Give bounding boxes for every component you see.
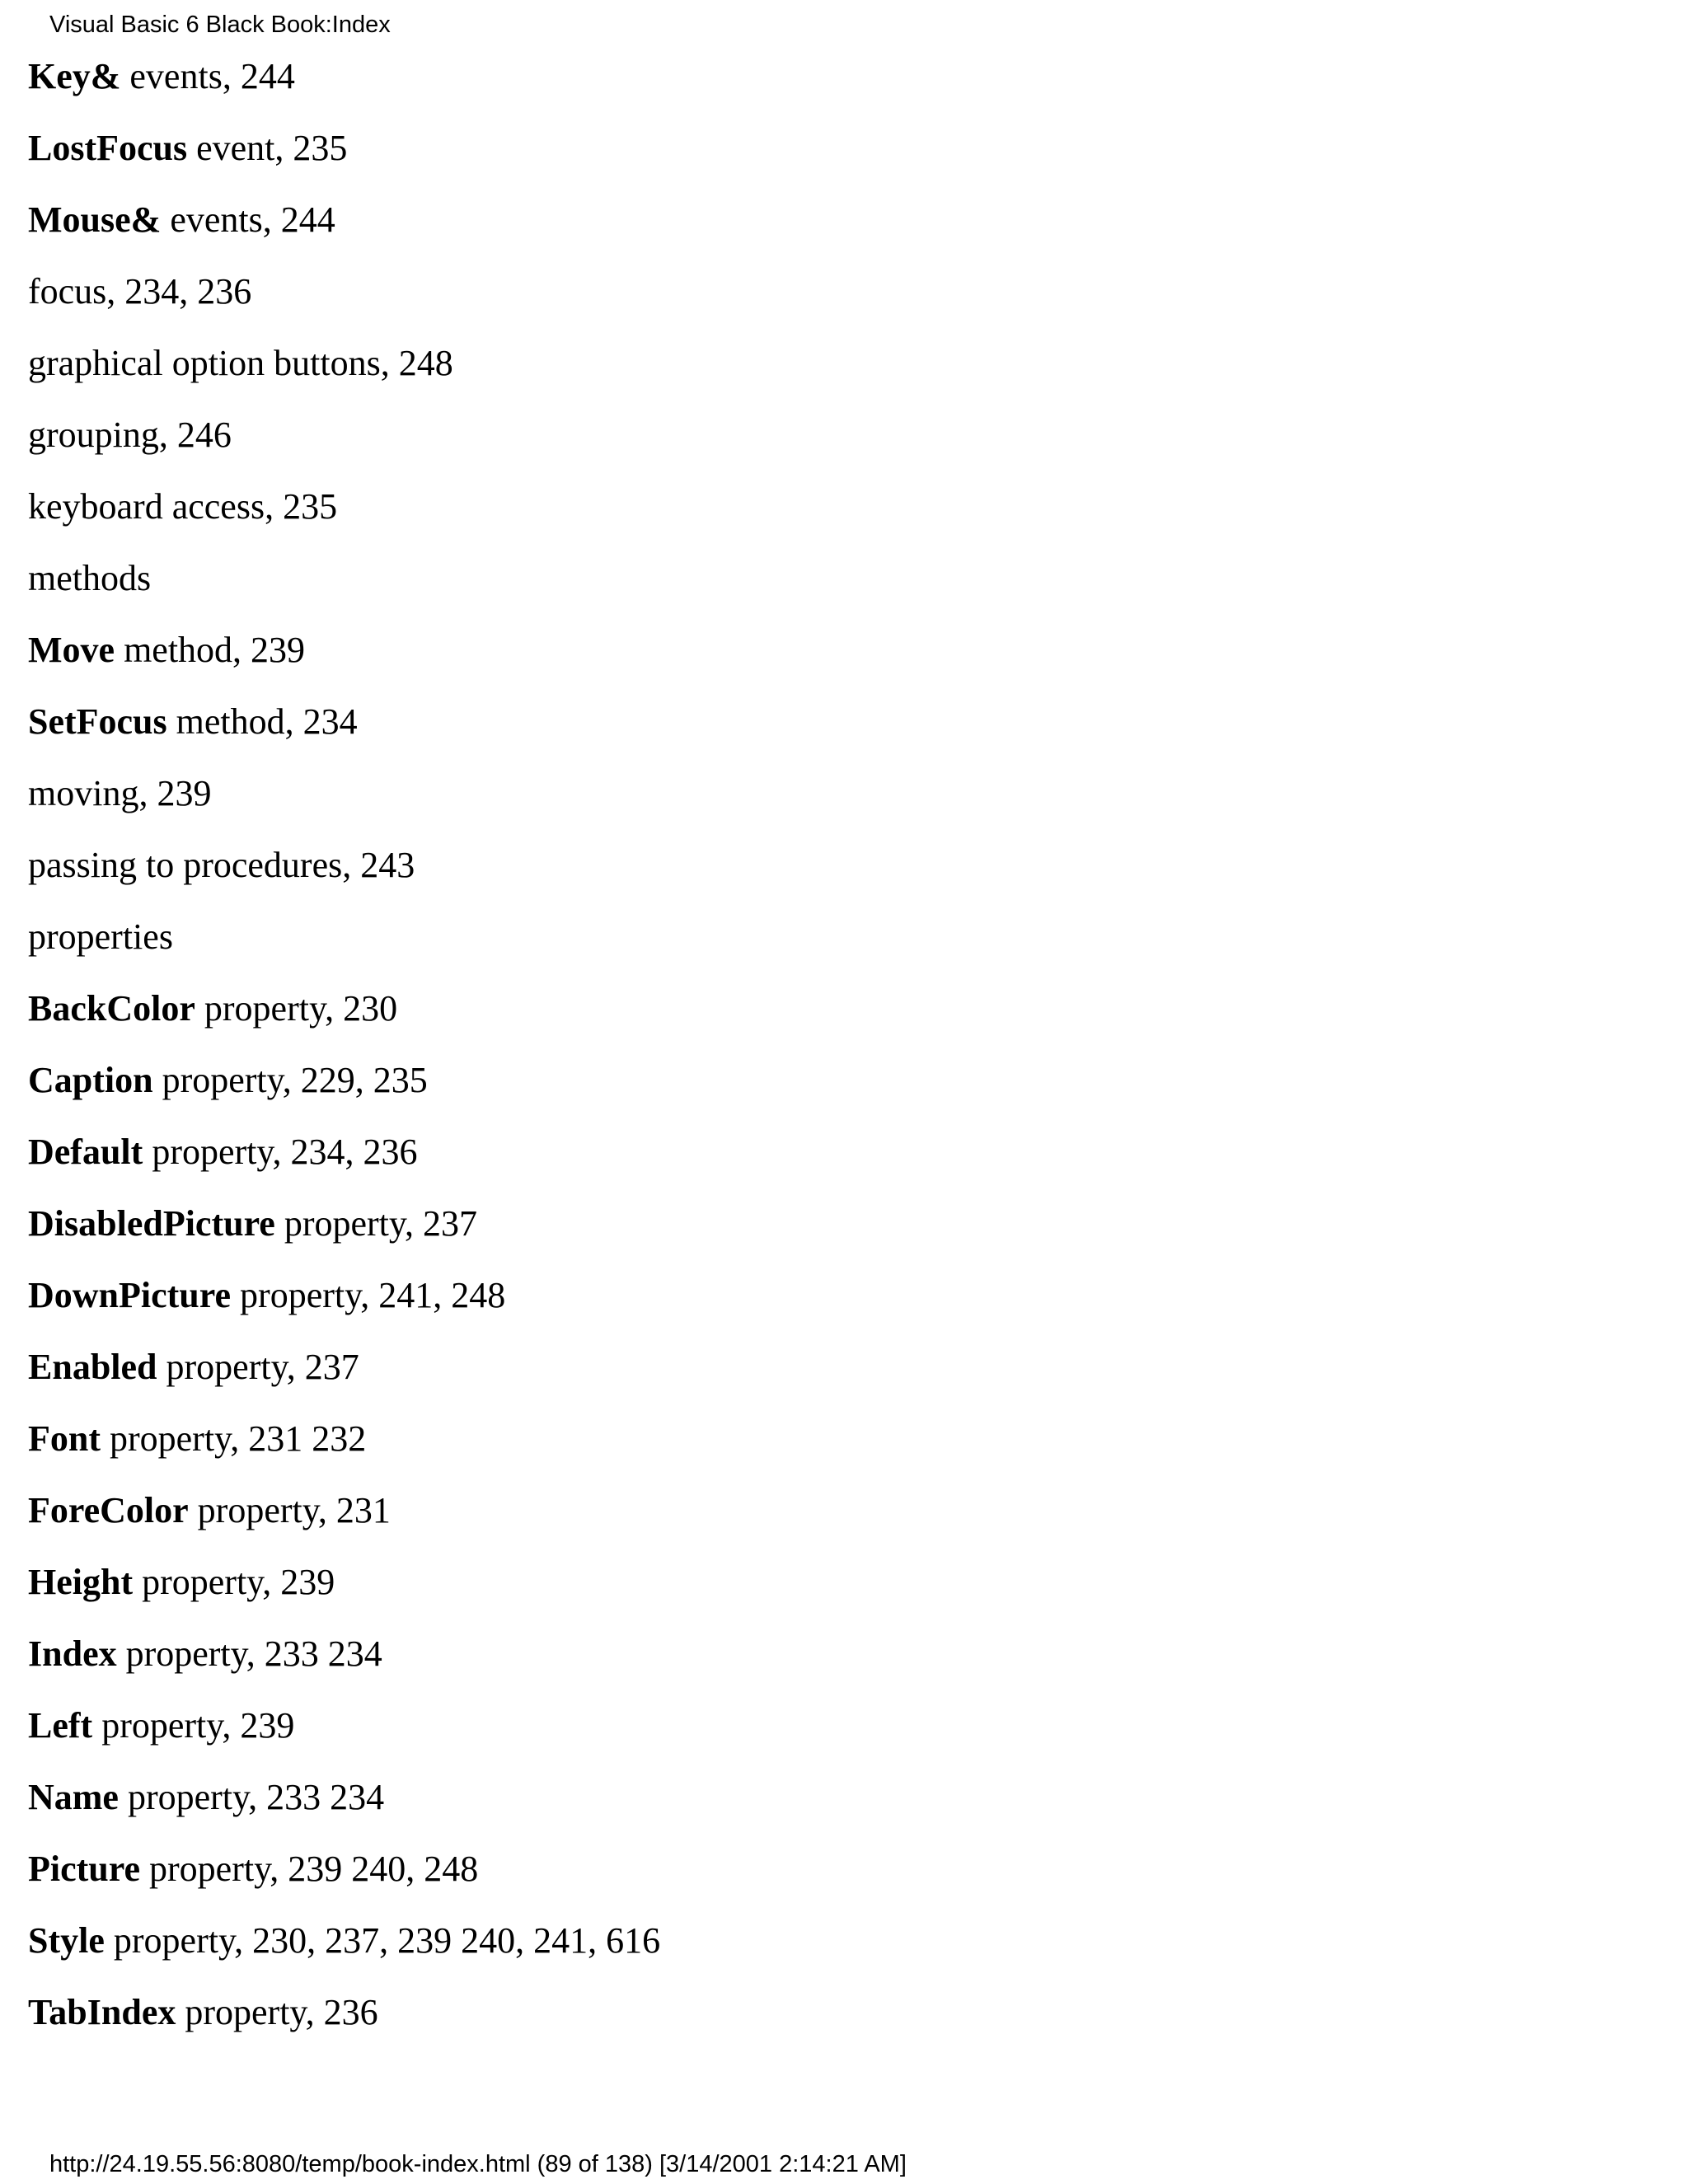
index-term: Key&	[28, 56, 121, 96]
index-term: Caption	[28, 1060, 153, 1100]
index-text: property, 239	[92, 1705, 295, 1746]
index-term: Style	[28, 1920, 105, 1961]
index-text: property, 234, 236	[143, 1132, 418, 1172]
index-text: property, 231 232	[101, 1418, 367, 1459]
index-term: SetFocus	[28, 701, 167, 742]
index-entry	[28, 693, 660, 765]
index-text: properties	[28, 916, 173, 957]
index-text: focus, 234, 236	[28, 271, 252, 312]
index-term: Name	[28, 1777, 119, 1817]
index-term: DisabledPicture	[28, 1203, 275, 1244]
index-text: property, 241, 248	[231, 1275, 506, 1315]
index-entry	[28, 980, 660, 1052]
index-term: TabIndex	[28, 1992, 176, 2032]
index-entry	[28, 191, 660, 263]
index-entry	[28, 1769, 660, 1840]
index-entry	[28, 908, 660, 980]
index-text: methods	[28, 558, 152, 598]
index-term: Mouse&	[28, 199, 162, 240]
index-term: Enabled	[28, 1347, 157, 1387]
index-list	[28, 48, 660, 2055]
index-text: grouping, 246	[28, 415, 232, 455]
index-term: Height	[28, 1562, 134, 1602]
index-entry	[28, 1554, 660, 1625]
index-text: property, 239	[133, 1562, 335, 1602]
index-entry	[28, 263, 660, 335]
index-term: DownPicture	[28, 1275, 232, 1315]
index-text: events, 244	[161, 199, 335, 240]
index-term: Picture	[28, 1849, 141, 1889]
index-entry	[28, 1338, 660, 1410]
index-entry	[28, 1984, 660, 2055]
index-entry	[28, 406, 660, 478]
index-term: Move	[28, 630, 115, 670]
index-text: property, 233 234	[116, 1633, 382, 1674]
index-term: Default	[28, 1132, 143, 1172]
page-header: Visual Basic 6 Black Book:Index	[49, 12, 391, 38]
index-term: LostFocus	[28, 128, 188, 168]
index-entry	[28, 1840, 660, 1912]
index-text: property, 230	[195, 988, 398, 1029]
index-text: passing to procedures, 243	[28, 845, 415, 885]
page-footer-url: http://24.19.55.56:8080/temp/book-index.html (89 of 138) [3/14/2001 2:14:21 AM]	[49, 2151, 907, 2177]
index-term: BackColor	[28, 988, 195, 1029]
index-term: ForeColor	[28, 1490, 189, 1530]
index-entry	[28, 1123, 660, 1195]
index-text: property, 239 240, 248	[140, 1849, 479, 1889]
index-term: Left	[28, 1705, 93, 1746]
index-text: property, 237	[274, 1203, 478, 1244]
index-entry	[28, 1482, 660, 1554]
index-entry	[28, 1697, 660, 1769]
index-entry	[28, 1625, 660, 1697]
index-entry	[28, 478, 660, 550]
index-text: method, 234	[166, 701, 358, 742]
index-text: events, 244	[120, 56, 295, 96]
index-entry	[28, 1267, 660, 1338]
index-entry	[28, 1052, 660, 1123]
index-entry	[28, 621, 660, 693]
index-entry	[28, 1912, 660, 1984]
index-text: graphical option buttons, 248	[28, 343, 453, 383]
index-text: property, 236	[176, 1992, 378, 2032]
index-text: event, 235	[187, 128, 348, 168]
index-entry	[28, 335, 660, 406]
index-text: property, 229, 235	[152, 1060, 428, 1100]
index-text: property, 237	[157, 1347, 359, 1387]
index-text: moving, 239	[28, 773, 212, 813]
index-term: Index	[28, 1633, 117, 1674]
index-entry	[28, 1410, 660, 1482]
index-entry	[28, 765, 660, 837]
index-text: keyboard access, 235	[28, 486, 338, 527]
index-text: property, 233 234	[118, 1777, 385, 1817]
index-term: Font	[28, 1418, 101, 1459]
index-text: property, 230, 237, 239 240, 241, 616	[104, 1920, 661, 1961]
index-entry	[28, 550, 660, 621]
index-text: property, 231	[188, 1490, 391, 1530]
index-entry	[28, 120, 660, 191]
index-entry	[28, 48, 660, 120]
index-entry	[28, 1195, 660, 1267]
index-entry	[28, 837, 660, 908]
index-text: method, 239	[115, 630, 306, 670]
